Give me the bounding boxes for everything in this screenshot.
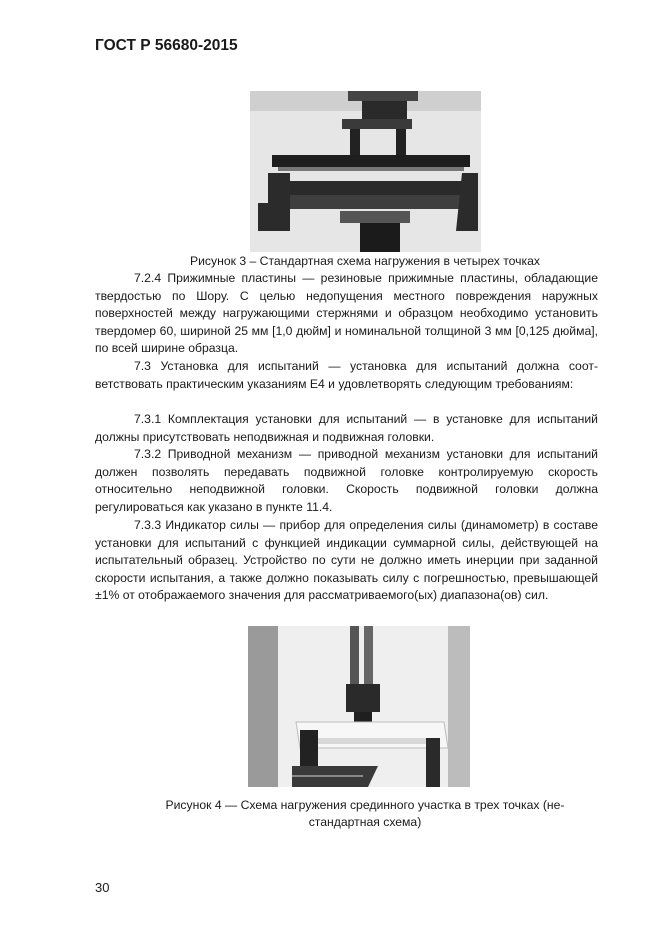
figure-4-photo [248,626,470,787]
figure-4-caption-line-1: Рисунок 4 — Схема нагружения срединного участка в трех точках (не- [165,798,565,812]
page-number: 30 [95,880,110,895]
figure-3-photo [250,91,481,252]
document-header: ГОСТ Р 56680-2015 [95,37,238,54]
paragraph-7-2-4: 7.2.4 Прижимные пластины — резиновые прижимные пластины, обладающие твердостью по Шору. С целью недопущения местного повреждения наружных поверхностей между нагружающими стержнями и образцом необходимо установить твердомер 60, шириной 25 мм [1,0 дюйм] и номинальной толщиной 3 мм [0,125 дюйма], по всей ширине образца. [95,271,598,356]
paragraph-7-3-2: 7.3.2 Приводной механизм — приводной механизм установки для испытаний должен позволять передавать подвижной головке контролируемую скорость относительно неподвижной головки. Скорость подвижной головки должна регулироваться как указано в пункте 11.4. [95,447,598,514]
figure-3-caption: Рисунок 3 – Стандартная схема нагружения в четырех точках [189,254,541,268]
figure-4-caption-line-2: стандартная схема) [308,815,422,829]
paragraph-7-3-3: 7.3.3 Индикатор силы — прибор для определения силы (динамометр) в составе установки для испытаний с функцией индикации суммарной силы, действующей на испытательный образец. Устройство по сути не должно иметь инерции при заданной скорости испытания, а также должно показывать силу с погрешностью, превышающей ±1% от отображаемого значения для рассматриваемого(ых) диапазона(ов) сил. [95,518,598,603]
paragraph-7-3: 7.3 Установка для испытаний — установка для испытаний должна соответствовать практическим указаниям Е4 и удовлетворять следующим требованиям: [95,359,598,391]
paragraph-7-3-1: 7.3.1 Комплектация установки для испытаний — в установке для испытаний должны присутствовать неподвижная и подвижная головки. [95,412,598,444]
